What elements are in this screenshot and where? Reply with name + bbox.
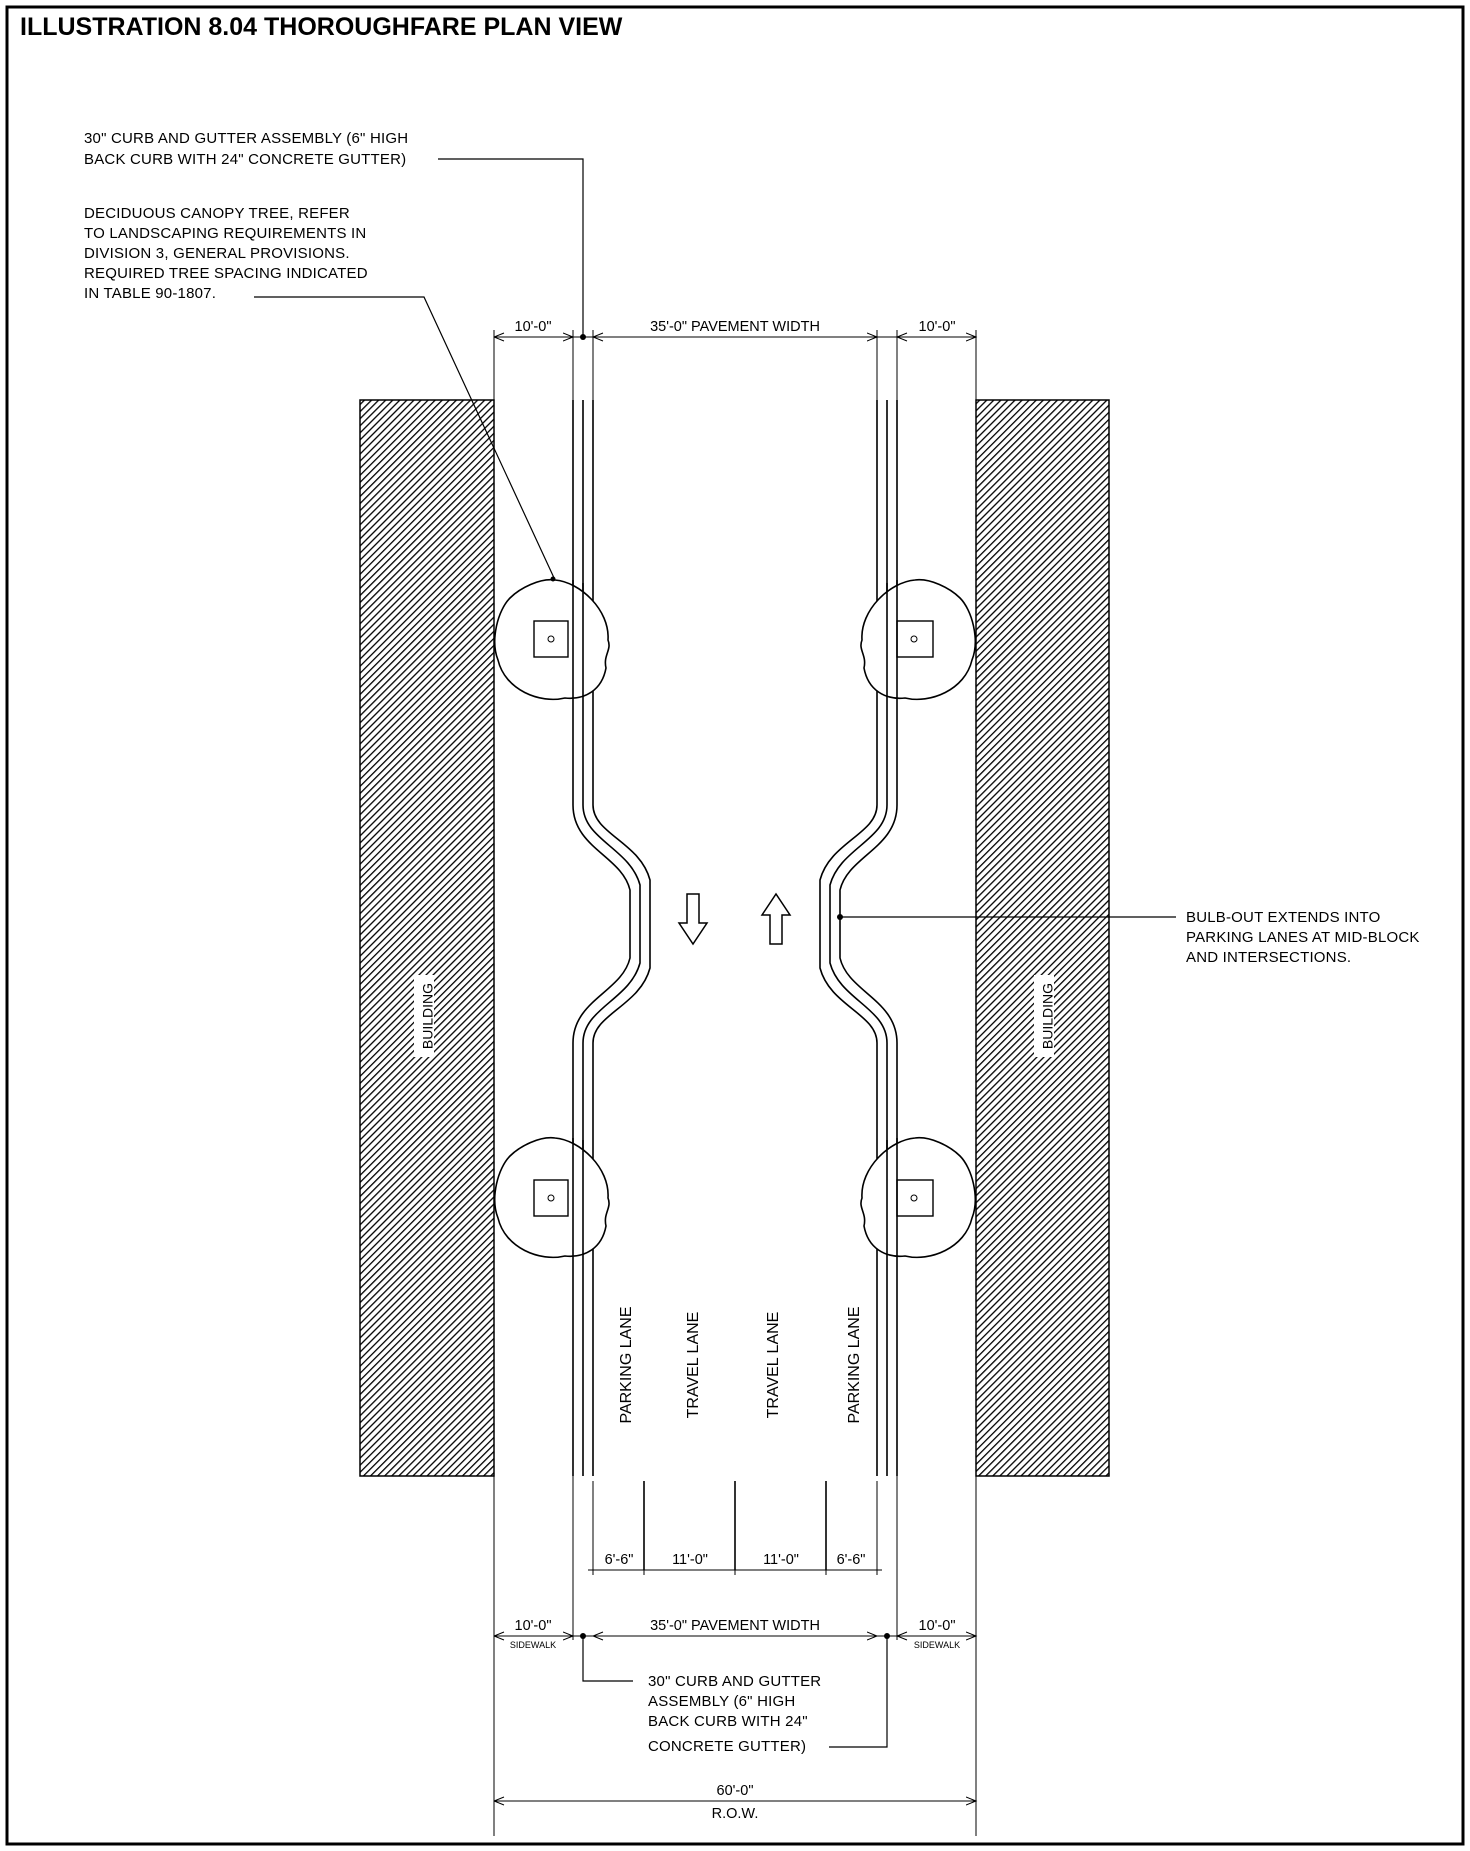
dim-sidewalk-right-bottom: 10'-0" (918, 1618, 956, 1634)
dimension-top (494, 330, 976, 400)
tree-top-left (495, 580, 609, 700)
building-left (360, 400, 494, 1476)
tree-bottom-right (861, 1138, 975, 1258)
svg-text:TO LANDSCAPING REQUIREMENTS IN: TO LANDSCAPING REQUIREMENTS IN (84, 225, 367, 242)
dim-sidewalk-left-bottom: 10'-0" (514, 1618, 552, 1634)
leader-curb-top (438, 159, 583, 337)
svg-text:BULB-OUT EXTENDS INTO: BULB-OUT EXTENDS INTO (1186, 909, 1381, 926)
tree-leader-point (551, 577, 556, 582)
svg-text:ASSEMBLY (6" HIGH: ASSEMBLY (6" HIGH (648, 1693, 796, 1710)
note-curb-bottom (648, 1673, 821, 1755)
arrow-down-icon (679, 894, 707, 944)
dim-row-total: 60'-0" (716, 1783, 754, 1799)
note-tree (84, 205, 368, 302)
leader-curb-bottom-left (583, 1636, 633, 1681)
leader-curb-bottom-right (829, 1636, 887, 1747)
svg-text:IN TABLE 90-1807.: IN TABLE 90-1807. (84, 285, 217, 302)
building-right (976, 400, 1109, 1476)
svg-text:PARKING LANES AT MID-BLOCK: PARKING LANES AT MID-BLOCK (1186, 929, 1420, 946)
dim-lane-1: 6'-6" (604, 1552, 634, 1568)
tree-trunk (911, 1195, 917, 1201)
svg-text:DIVISION 3, GENERAL PROVISIONS: DIVISION 3, GENERAL PROVISIONS. (84, 245, 350, 262)
tree-trunk (911, 636, 917, 642)
lane-label-travel-left: TRAVEL LANE (685, 1311, 703, 1419)
tree-bottom-left (495, 1138, 609, 1258)
dim-lane-4: 6'-6" (836, 1552, 866, 1568)
curb-point-top (580, 334, 586, 340)
sidewalk-label-left: SIDEWALK (509, 1640, 557, 1650)
building-left-label: BUILDING (419, 982, 436, 1050)
svg-text:30" CURB AND GUTTER ASSEMBLY (: 30" CURB AND GUTTER ASSEMBLY (6" HIGH (84, 130, 409, 147)
page-title: ILLUSTRATION 8.04 THOROUGHFARE PLAN VIEW (20, 13, 623, 41)
lane-label-parking-left: PARKING LANE (618, 1306, 636, 1424)
dim-lane-2: 11'-0" (672, 1552, 708, 1568)
svg-text:BACK CURB WITH 24": BACK CURB WITH 24" (648, 1713, 808, 1730)
svg-text:30" CURB AND GUTTER: 30" CURB AND GUTTER (648, 1673, 822, 1690)
svg-text:AND INTERSECTIONS.: AND INTERSECTIONS. (1186, 949, 1352, 966)
left-curb-and-gutter (573, 400, 650, 1476)
dim-sidewalk-left-top: 10'-0" (514, 319, 552, 335)
tree-trunk (548, 1195, 554, 1201)
dim-pavement-top: 35'-0" PAVEMENT WIDTH (650, 319, 820, 335)
dim-sidewalk-right-top: 10'-0" (918, 319, 956, 335)
note-curb-top (84, 130, 408, 168)
lane-label-travel-right: TRAVEL LANE (765, 1311, 783, 1419)
dim-lane-3: 11'-0" (763, 1552, 799, 1568)
arrow-up-icon (762, 894, 790, 944)
bulb-out-point (837, 914, 843, 920)
building-right-label: BUILDING (1039, 982, 1056, 1050)
sidewalk-label-right: SIDEWALK (913, 1640, 961, 1650)
tree-top-right (861, 580, 975, 700)
dim-pavement-bottom: 35'-0" PAVEMENT WIDTH (650, 1618, 820, 1634)
svg-text:DECIDUOUS CANOPY TREE, REFER: DECIDUOUS CANOPY TREE, REFER (84, 205, 350, 222)
svg-text:REQUIRED TREE SPACING INDICATE: REQUIRED TREE SPACING INDICATED (84, 265, 368, 282)
svg-text:BACK CURB WITH 24" CONCRETE GU: BACK CURB WITH 24" CONCRETE GUTTER) (84, 151, 407, 168)
lane-label-parking-right: PARKING LANE (846, 1306, 864, 1424)
tree-trunk (548, 636, 554, 642)
svg-text:CONCRETE GUTTER): CONCRETE GUTTER) (648, 1738, 807, 1755)
note-bulb-out (1186, 909, 1420, 966)
dim-row-label: R.O.W. (711, 1806, 759, 1822)
